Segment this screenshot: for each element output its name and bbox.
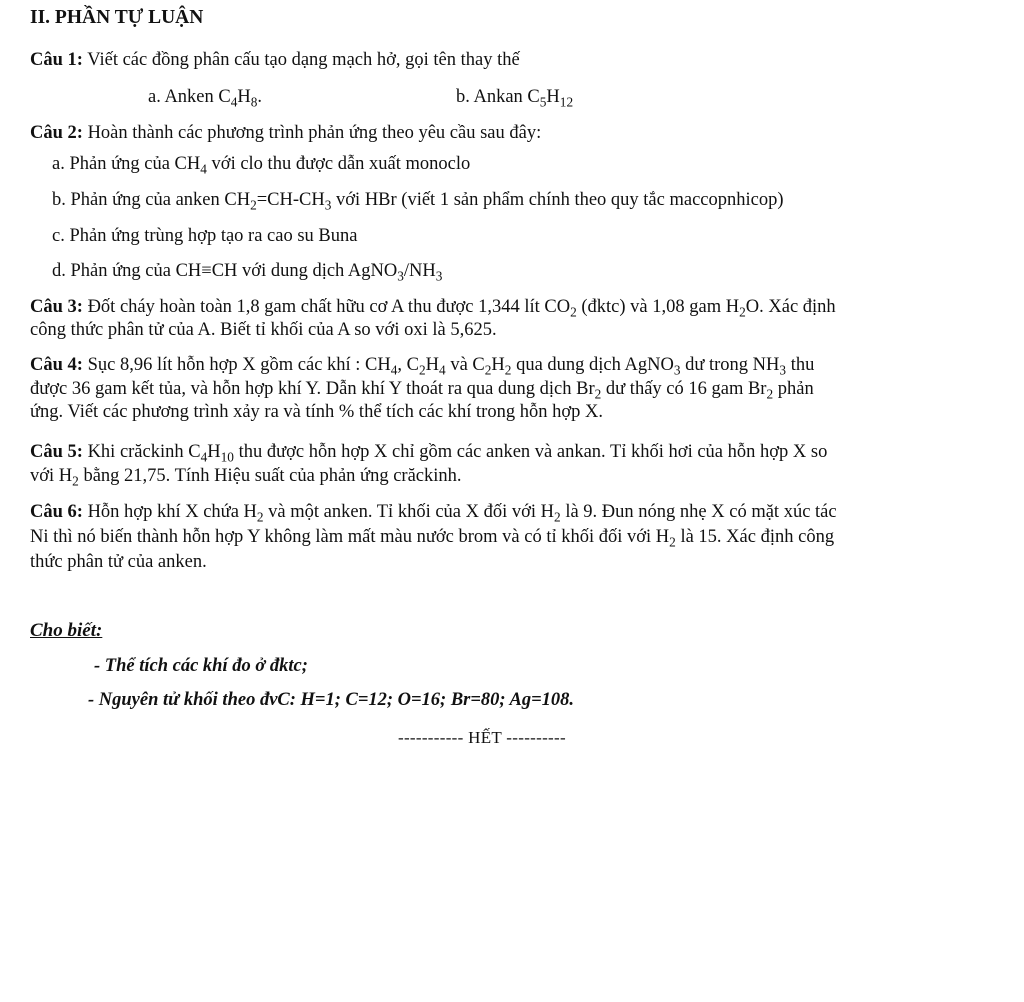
question-6-line-2: Ni thì nó biến thành hỗn hợp Y không làm mất màu nước brom và có tỉ khối đối với $H_2$ là 15. Xác định công (30, 527, 835, 550)
section-title: II. PHẦN TỰ LUẬN (30, 7, 204, 28)
note-gas-volume: - Thể tích các khí đo ở đktc; (94, 656, 308, 676)
question-2-part-c: c. Phản ứng trùng hợp tạo ra cao su Buna (52, 226, 358, 246)
question-4-line-3: ứng. Viết các phương trình xảy ra và tính % thể tích các khí trong hỗn hợp X. (30, 402, 603, 422)
question-3-label: Câu 3: (30, 297, 83, 317)
question-1-part-a: a. Anken $C_4H_8$. (148, 87, 263, 110)
question-4-line-2: được 36 gam kết tủa, và hỗn hợp khí Y. Dẫn khí Y thoát ra qua dung dịch $Br_2$ dư thấy có 16 gam $Br_2$ phản (30, 379, 814, 402)
question-4-label: Câu 4: (30, 355, 83, 375)
question-5-label: Câu 5: (30, 442, 83, 462)
question-1-text: Viết các đồng phân cấu tạo dạng mạch hở, gọi tên thay thế (87, 50, 520, 70)
question-1-part-b: b. Ankan $C_5H_{12}$ (456, 87, 574, 110)
question-5-line-2: với $H_2$ bằng 21,75. Tính Hiệu suất của phản ứng crăckinh. (30, 466, 462, 489)
question-6-line-3: thức phân tử của anken. (30, 552, 207, 572)
question-3-line-2: công thức phân tử của A. Biết tỉ khối của A so với oxi là 5,625. (30, 320, 497, 340)
notes-heading: Cho biết: (30, 620, 103, 641)
question-6-label: Câu 6: (30, 502, 83, 522)
question-2-label: Câu 2: (30, 123, 83, 143)
question-4-line-1: Câu 4: Sục 8,96 lít hỗn hợp X gồm các khí : $CH_4$, $C_2H_4$ và $C_2H_2$ qua dung dịch AgNO$_3$ dư trong $NH_3$ thu (30, 355, 815, 378)
question-2-part-a: a. Phản ứng của $CH_4$ với clo thu được dẫn xuất monoclo (52, 154, 471, 177)
question-5-line-1: Câu 5: Khi crăckinh $C_4H_{10}$ thu được hỗn hợp X chỉ gồm các anken và ankan. Tỉ khối hơi của hỗn hợp X so (30, 442, 828, 465)
question-2-part-b: b. Phản ứng của anken $CH_2=CH-CH_3$ với HBr (viết 1 sản phẩm chính theo quy tắc maccopnhicop) (52, 190, 784, 213)
question-1-label: Câu 1: (30, 50, 83, 70)
question-6-line-1: Câu 6: Hỗn hợp khí X chứa $H_2$ và một anken. Tỉ khối của X đối với $H_2$ là 9. Đun nóng nhẹ X có mặt xúc tác (30, 502, 837, 525)
question-2-text: Hoàn thành các phương trình phản ứng theo yêu cầu sau đây: (87, 123, 542, 143)
question-2 (30, 121, 541, 145)
question-1 (30, 48, 520, 72)
note-atomic-mass: - Nguyên tử khối theo đvC: H=1; C=12; O=16; Br=80; Ag=108. (88, 690, 575, 710)
question-3-line-1: Câu 3: Đốt cháy hoàn toàn 1,8 gam chất hữu cơ A thu được 1,344 lít $CO_2$ (đktc) và 1,08 gam $H_2O$. Xác định (30, 297, 836, 320)
question-2-part-d: d. Phản ứng của CH≡CH với dung dịch $AgNO_3/NH_3$ (52, 261, 443, 284)
end-marker: ----------- HẾT ---------- (398, 728, 566, 747)
